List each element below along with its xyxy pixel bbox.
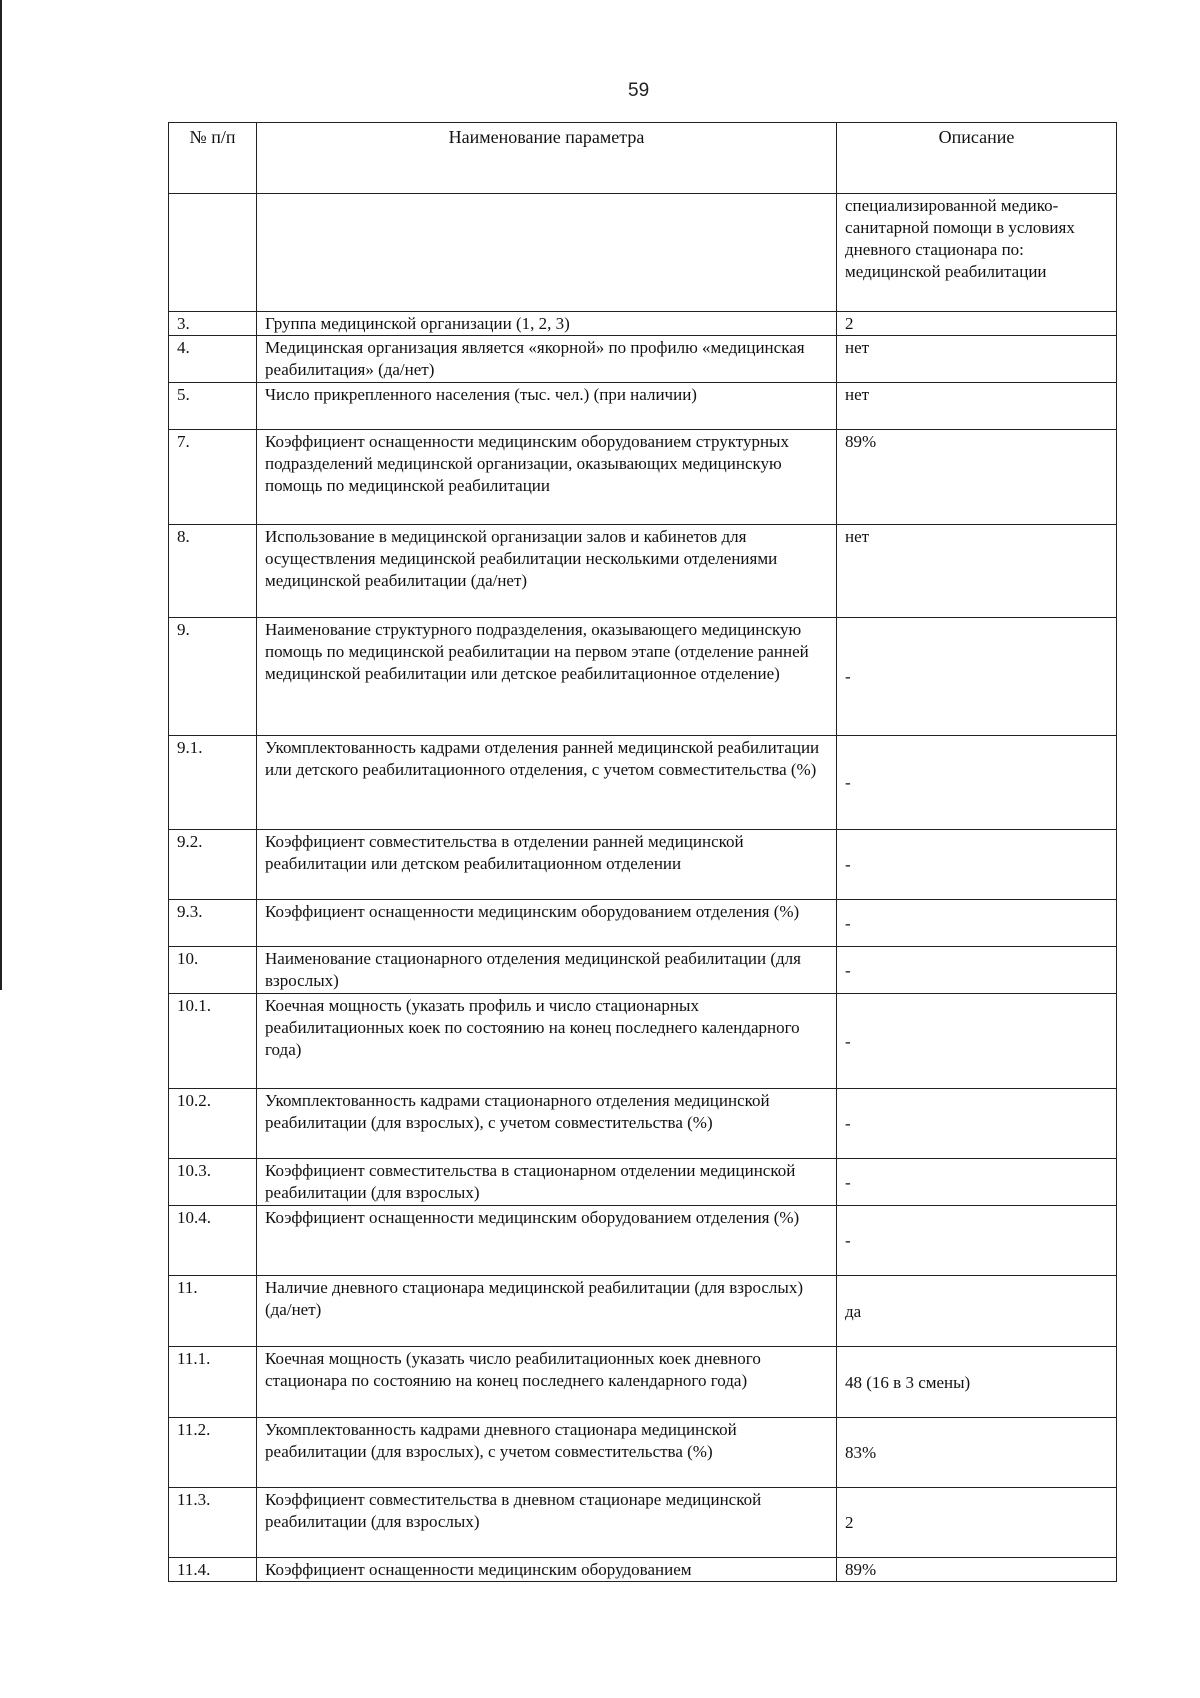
row-num bbox=[169, 194, 257, 312]
page-number: 59 bbox=[628, 80, 650, 101]
table-row bbox=[169, 1347, 1117, 1418]
row-name: Коэффициент совместительства в стационарном отделении медицинской реабилитации (для взрослых) bbox=[257, 1159, 837, 1206]
row-desc: 83% bbox=[837, 1418, 1117, 1488]
row-name bbox=[257, 194, 837, 312]
row-name: Наименование структурного подразделения, оказывающего медицинскую помощь по медицинской реабилитации на первом этапе (отделение ранней медицинской реабилитации или детское реабилитационное отделение) bbox=[257, 618, 837, 736]
row-num: 9.1. bbox=[169, 736, 257, 830]
row-num: 11.3. bbox=[169, 1488, 257, 1558]
row-desc: - bbox=[837, 900, 1117, 947]
table-row bbox=[169, 900, 1117, 947]
row-desc: 2 bbox=[837, 1488, 1117, 1558]
row-name: Коэффициент оснащенности медицинским оборудованием отделения (%) bbox=[257, 1206, 837, 1276]
row-name: Группа медицинской организации (1, 2, 3) bbox=[257, 312, 837, 336]
row-name: Укомплектованность кадрами стационарного отделения медицинской реабилитации (для взрослых), с учетом совместительства (%) bbox=[257, 1089, 837, 1159]
row-num: 8. bbox=[169, 525, 257, 618]
row-name: Наличие дневного стационара медицинской реабилитации (для взрослых) (да/нет) bbox=[257, 1276, 837, 1347]
row-desc: нет bbox=[837, 383, 1117, 430]
row-num: 5. bbox=[169, 383, 257, 430]
table-row bbox=[169, 1276, 1117, 1347]
row-name: Коечная мощность (указать профиль и число стационарных реабилитационных коек по состоянию на конец последнего календарного года) bbox=[257, 994, 837, 1089]
table-row bbox=[169, 1089, 1117, 1159]
table-row bbox=[169, 994, 1117, 1089]
row-desc: - bbox=[837, 947, 1117, 994]
table-row bbox=[169, 1206, 1117, 1276]
row-name: Укомплектованность кадрами дневного стационара медицинской реабилитации (для взрослых), с учетом совместительства (%) bbox=[257, 1418, 837, 1488]
header-desc: Описание bbox=[837, 123, 1117, 194]
table-row bbox=[169, 830, 1117, 900]
table-row bbox=[169, 194, 1117, 312]
row-num: 10.3. bbox=[169, 1159, 257, 1206]
row-desc: - bbox=[837, 830, 1117, 900]
row-num: 10. bbox=[169, 947, 257, 994]
row-num: 3. bbox=[169, 312, 257, 336]
row-desc: нет bbox=[837, 525, 1117, 618]
header-name: Наименование параметра bbox=[257, 123, 837, 194]
row-name: Укомплектованность кадрами отделения ранней медицинской реабилитации или детского реабилитационного отделения, с учетом совместительства (%) bbox=[257, 736, 837, 830]
row-desc: - bbox=[837, 994, 1117, 1089]
row-name: Медицинская организация является «якорной» по профилю «медицинская реабилитация» (да/нет) bbox=[257, 336, 837, 383]
table-row bbox=[169, 1159, 1117, 1206]
row-desc: - bbox=[837, 1206, 1117, 1276]
table-row bbox=[169, 947, 1117, 994]
row-num: 9.3. bbox=[169, 900, 257, 947]
row-num: 9. bbox=[169, 618, 257, 736]
row-desc: 2 bbox=[837, 312, 1117, 336]
row-num: 11. bbox=[169, 1276, 257, 1347]
row-num: 11.4. bbox=[169, 1558, 257, 1582]
row-num: 7. bbox=[169, 430, 257, 525]
table-row bbox=[169, 312, 1117, 336]
table-row bbox=[169, 1558, 1117, 1582]
row-num: 10.2. bbox=[169, 1089, 257, 1159]
header-num: № п/п bbox=[169, 123, 257, 194]
row-num: 9.2. bbox=[169, 830, 257, 900]
table-row bbox=[169, 525, 1117, 618]
row-desc: 48 (16 в 3 смены) bbox=[837, 1347, 1117, 1418]
row-num: 10.1. bbox=[169, 994, 257, 1089]
table-row bbox=[169, 1488, 1117, 1558]
row-desc: нет bbox=[837, 336, 1117, 383]
scan-edge-line bbox=[0, 0, 2, 990]
row-name: Коечная мощность (указать число реабилитационных коек дневного стационара по состоянию на конец последнего календарного года) bbox=[257, 1347, 837, 1418]
row-num: 11.2. bbox=[169, 1418, 257, 1488]
parameters-table bbox=[168, 122, 1117, 1582]
row-num: 10.4. bbox=[169, 1206, 257, 1276]
row-name: Число прикрепленного населения (тыс. чел.) (при наличии) bbox=[257, 383, 837, 430]
table-row bbox=[169, 383, 1117, 430]
row-num: 4. bbox=[169, 336, 257, 383]
row-name: Коэффициент оснащенности медицинским оборудованием структурных подразделений медицинской организации, оказывающих медицинскую помощь по медицинской реабилитации bbox=[257, 430, 837, 525]
table-row bbox=[169, 618, 1117, 736]
row-desc: - bbox=[837, 618, 1117, 736]
row-name: Наименование стационарного отделения медицинской реабилитации (для взрослых) bbox=[257, 947, 837, 994]
row-desc: - bbox=[837, 1159, 1117, 1206]
table-row bbox=[169, 336, 1117, 383]
table-header-row bbox=[169, 123, 1117, 194]
row-name: Коэффициент совместительства в отделении ранней медицинской реабилитации или детском реабилитационном отделении bbox=[257, 830, 837, 900]
table-row bbox=[169, 1418, 1117, 1488]
row-desc: 89% bbox=[837, 430, 1117, 525]
table-row bbox=[169, 430, 1117, 525]
row-name: Коэффициент оснащенности медицинским оборудованием bbox=[257, 1558, 837, 1582]
row-name: Коэффициент совместительства в дневном стационаре медицинской реабилитации (для взрослых) bbox=[257, 1488, 837, 1558]
row-name: Коэффициент оснащенности медицинским оборудованием отделения (%) bbox=[257, 900, 837, 947]
row-num: 11.1. bbox=[169, 1347, 257, 1418]
row-desc: 89% bbox=[837, 1558, 1117, 1582]
row-desc: да bbox=[837, 1276, 1117, 1347]
row-name: Использование в медицинской организации залов и кабинетов для осуществления медицинской реабилитации несколькими отделениями медицинской реабилитации (да/нет) bbox=[257, 525, 837, 618]
table-row bbox=[169, 736, 1117, 830]
row-desc: - bbox=[837, 1089, 1117, 1159]
row-desc: - bbox=[837, 736, 1117, 830]
row-desc: специализированной медико-санитарной помощи в условиях дневного стационара по: медицинской реабилитации bbox=[837, 194, 1117, 312]
